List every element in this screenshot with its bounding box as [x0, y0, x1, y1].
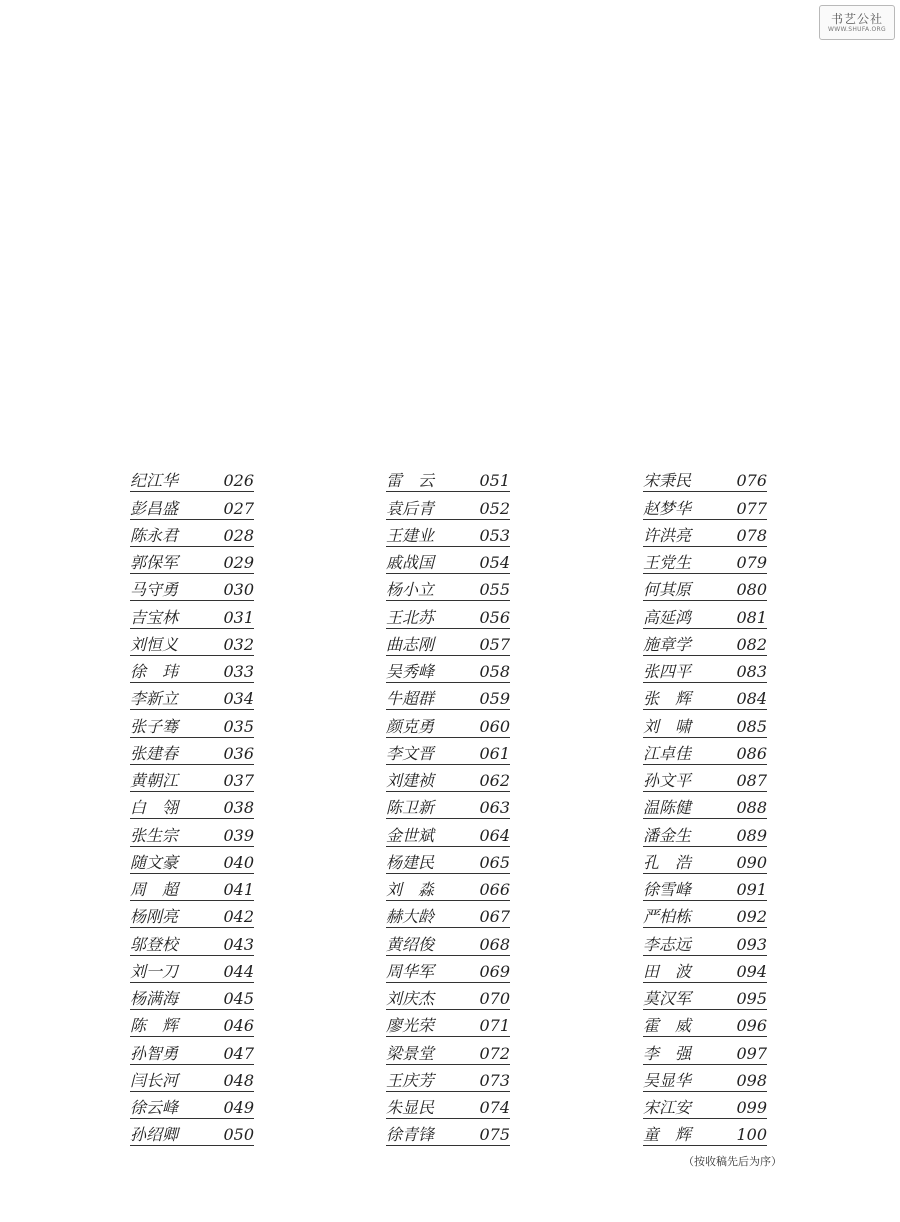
list-item	[386, 1037, 510, 1064]
list-item	[643, 1092, 767, 1119]
list-item	[130, 847, 254, 874]
author-name: 宋江安	[643, 1098, 692, 1117]
author-name: 赵梦华	[643, 498, 692, 518]
page-number: 073	[479, 1070, 510, 1090]
page-number: 099	[736, 1098, 767, 1117]
page-number: 057	[479, 634, 510, 654]
author-name: 陈卫新	[386, 798, 435, 818]
page-number: 055	[479, 580, 510, 600]
list-item	[130, 710, 254, 737]
page-number: 036	[223, 743, 254, 763]
author-name: 刘恒义	[130, 634, 179, 654]
page-number: 092	[736, 907, 767, 927]
list-item	[130, 601, 254, 628]
page-number: 032	[223, 634, 254, 654]
list-item	[386, 765, 510, 792]
page-number: 082	[736, 634, 767, 654]
author-name: 朱显民	[386, 1098, 435, 1117]
page-number: 060	[479, 716, 510, 736]
page-number: 089	[736, 825, 767, 845]
author-name: 徐云峰	[130, 1098, 179, 1117]
author-name: 李 强	[643, 1043, 692, 1063]
list-item	[643, 874, 767, 901]
author-name: 杨小立	[386, 580, 435, 600]
page-number: 072	[479, 1043, 510, 1063]
list-item	[386, 983, 510, 1010]
author-name: 王庆芳	[386, 1070, 435, 1090]
author-name: 许洪亮	[643, 525, 692, 545]
page-number: 026	[223, 471, 254, 491]
page-number: 064	[479, 825, 510, 845]
author-name: 徐 玮	[130, 662, 179, 681]
list-item	[643, 629, 767, 656]
list-item	[386, 656, 510, 683]
page-number: 086	[736, 743, 767, 763]
list-item	[386, 547, 510, 574]
list-item	[643, 847, 767, 874]
list-item	[643, 901, 767, 928]
list-item	[130, 1037, 254, 1064]
author-name: 吴秀峰	[386, 662, 435, 681]
list-item	[643, 710, 767, 737]
list-item	[386, 874, 510, 901]
author-name: 牛超群	[386, 689, 435, 709]
page-number: 085	[736, 716, 767, 736]
page-number: 088	[736, 798, 767, 818]
page-number: 053	[479, 525, 510, 545]
page-number: 059	[479, 689, 510, 709]
list-item	[130, 465, 254, 492]
list-item	[643, 520, 767, 547]
list-item	[130, 1092, 254, 1119]
author-name: 颜克勇	[386, 716, 435, 736]
page-number: 034	[223, 689, 254, 709]
author-name: 孙文平	[643, 771, 692, 790]
page-number: 031	[223, 607, 254, 627]
author-name: 袁后青	[386, 498, 435, 518]
list-item	[130, 520, 254, 547]
page-number: 100	[736, 1125, 767, 1145]
author-name: 赫大龄	[386, 907, 435, 927]
list-item	[130, 983, 254, 1010]
page-number: 051	[479, 471, 510, 491]
author-name: 严柏栋	[643, 907, 692, 927]
author-name: 刘一刀	[130, 961, 179, 981]
list-item	[130, 928, 254, 955]
list-item	[643, 547, 767, 574]
list-item	[130, 765, 254, 792]
author-name: 杨建民	[386, 852, 435, 872]
author-name: 李志远	[643, 934, 692, 954]
author-name: 霍 威	[643, 1016, 692, 1036]
page-number: 033	[223, 662, 254, 681]
author-name: 彭昌盛	[130, 498, 179, 518]
author-name: 李文晋	[386, 743, 435, 763]
author-name: 施章学	[643, 634, 692, 654]
site-watermark-logo	[819, 5, 895, 40]
page-number: 070	[479, 989, 510, 1008]
page-number: 045	[223, 989, 254, 1008]
page-number: 066	[479, 880, 510, 899]
author-name: 白 翎	[130, 798, 179, 818]
page-number: 062	[479, 771, 510, 790]
list-item	[386, 956, 510, 983]
page-number: 095	[736, 989, 767, 1008]
page-number: 074	[479, 1098, 510, 1117]
page-number: 058	[479, 662, 510, 681]
list-item	[386, 901, 510, 928]
page-number: 090	[736, 852, 767, 872]
author-name: 温陈健	[643, 798, 692, 818]
page-number: 039	[223, 825, 254, 845]
author-name: 童 辉	[643, 1125, 692, 1145]
list-item	[643, 956, 767, 983]
list-item	[643, 819, 767, 846]
page-number: 028	[223, 525, 254, 545]
list-item	[643, 1037, 767, 1064]
list-item	[386, 465, 510, 492]
author-name: 江卓佳	[643, 743, 692, 763]
list-item	[386, 819, 510, 846]
page-number: 087	[736, 771, 767, 790]
author-name: 王党生	[643, 553, 692, 572]
list-item	[643, 656, 767, 683]
author-name: 廖光荣	[386, 1016, 435, 1036]
author-name: 陈 辉	[130, 1016, 179, 1036]
author-name: 张生宗	[130, 825, 179, 845]
author-name: 张子骞	[130, 716, 179, 736]
page-number: 038	[223, 798, 254, 818]
name-list-column-2	[386, 465, 510, 1146]
list-item	[130, 738, 254, 765]
page-number: 044	[223, 961, 254, 981]
watermark-url: WWW.SHUFA.ORG	[828, 25, 886, 33]
list-item	[130, 1065, 254, 1092]
author-name: 曲志刚	[386, 634, 435, 654]
author-name: 吴显华	[643, 1070, 692, 1090]
page-number: 071	[479, 1016, 510, 1036]
list-item	[643, 1010, 767, 1037]
list-item	[643, 601, 767, 628]
list-item	[130, 492, 254, 519]
author-name: 刘 啸	[643, 716, 692, 736]
list-item	[130, 574, 254, 601]
list-item	[386, 738, 510, 765]
page-number: 068	[479, 934, 510, 954]
page-number: 050	[223, 1125, 254, 1145]
list-item	[386, 1092, 510, 1119]
list-item	[643, 683, 767, 710]
list-item	[130, 683, 254, 710]
list-item	[130, 901, 254, 928]
author-name: 徐雪峰	[643, 880, 692, 899]
list-item	[386, 1010, 510, 1037]
author-name: 李新立	[130, 689, 179, 709]
list-item	[386, 683, 510, 710]
page-number: 084	[736, 689, 767, 709]
list-item	[386, 601, 510, 628]
author-name: 吉宝林	[130, 607, 179, 627]
list-item	[643, 1065, 767, 1092]
page-number: 075	[479, 1125, 510, 1145]
list-item	[643, 574, 767, 601]
author-name: 周华军	[386, 961, 435, 981]
page-number: 096	[736, 1016, 767, 1036]
author-name: 田 波	[643, 961, 692, 981]
author-name: 郭保军	[130, 553, 179, 572]
list-item	[130, 656, 254, 683]
list-item	[130, 874, 254, 901]
page-number: 098	[736, 1070, 767, 1090]
author-name: 王建业	[386, 525, 435, 545]
page-number: 069	[479, 961, 510, 981]
author-name: 刘建祯	[386, 771, 435, 790]
author-name: 纪江华	[130, 471, 179, 491]
author-name: 邬登校	[130, 934, 179, 954]
author-name: 雷 云	[386, 471, 435, 491]
list-item	[643, 1119, 767, 1146]
page-number: 080	[736, 580, 767, 600]
author-name: 宋秉民	[643, 471, 692, 491]
author-name: 梁景堂	[386, 1043, 435, 1063]
page-number: 035	[223, 716, 254, 736]
author-name: 潘金生	[643, 825, 692, 845]
author-name: 张四平	[643, 662, 692, 681]
list-item	[130, 547, 254, 574]
list-item	[130, 819, 254, 846]
list-item	[130, 1119, 254, 1146]
page-number: 094	[736, 961, 767, 981]
list-item	[643, 492, 767, 519]
page-number: 061	[479, 743, 510, 763]
list-item	[643, 983, 767, 1010]
author-name: 孙绍卿	[130, 1125, 179, 1145]
author-name: 随文豪	[130, 852, 179, 872]
page-number: 078	[736, 525, 767, 545]
page-number: 093	[736, 934, 767, 954]
author-name: 周 超	[130, 880, 179, 899]
page-number: 043	[223, 934, 254, 954]
author-name: 张 辉	[643, 689, 692, 709]
page-number: 042	[223, 907, 254, 927]
list-item	[386, 792, 510, 819]
page-number: 091	[736, 880, 767, 899]
watermark-title: 书艺公社	[830, 11, 883, 26]
page-number: 054	[479, 553, 510, 572]
author-name: 戚战国	[386, 553, 435, 572]
page-number: 040	[223, 852, 254, 872]
page-number: 097	[736, 1043, 767, 1063]
list-item	[386, 847, 510, 874]
author-name: 孔 浩	[643, 852, 692, 872]
author-name: 杨刚亮	[130, 907, 179, 927]
author-name: 莫汉军	[643, 989, 692, 1008]
list-item	[130, 629, 254, 656]
list-item	[643, 765, 767, 792]
page-number: 049	[223, 1098, 254, 1117]
order-footnote: （按收稿先后为序）	[683, 1155, 782, 1168]
page-number: 048	[223, 1070, 254, 1090]
page-number: 077	[736, 498, 767, 518]
author-name: 徐青锋	[386, 1125, 435, 1145]
list-item	[130, 1010, 254, 1037]
author-name: 张建春	[130, 743, 179, 763]
page-number: 030	[223, 580, 254, 600]
page-number: 037	[223, 771, 254, 790]
author-name: 杨满海	[130, 989, 179, 1008]
list-item	[386, 928, 510, 955]
author-name: 闫长河	[130, 1070, 179, 1090]
page-number: 041	[223, 880, 254, 899]
page-number: 081	[736, 607, 767, 627]
author-name: 刘庆杰	[386, 989, 435, 1008]
page-number: 063	[479, 798, 510, 818]
list-item	[643, 465, 767, 492]
page-number: 046	[223, 1016, 254, 1036]
list-item	[386, 492, 510, 519]
author-name: 刘 淼	[386, 880, 435, 899]
page-number: 029	[223, 553, 254, 572]
author-name: 高延鸿	[643, 607, 692, 627]
list-item	[643, 792, 767, 819]
author-name: 马守勇	[130, 580, 179, 600]
list-item	[130, 956, 254, 983]
list-item	[643, 928, 767, 955]
page-number: 052	[479, 498, 510, 518]
page-number: 076	[736, 471, 767, 491]
list-item	[386, 574, 510, 601]
name-list-column-3	[643, 465, 767, 1146]
author-name: 黄朝江	[130, 771, 179, 790]
list-item	[130, 792, 254, 819]
author-name: 王北苏	[386, 607, 435, 627]
author-name: 陈永君	[130, 525, 179, 545]
name-list-column-1	[130, 465, 254, 1146]
page-number: 056	[479, 607, 510, 627]
author-name: 孙智勇	[130, 1043, 179, 1063]
page-number: 067	[479, 907, 510, 927]
list-item	[386, 1065, 510, 1092]
author-name: 何其原	[643, 580, 692, 600]
page-number: 065	[479, 852, 510, 872]
list-item	[386, 520, 510, 547]
author-name: 黄绍俊	[386, 934, 435, 954]
author-name: 金世斌	[386, 825, 435, 845]
page-number: 079	[736, 553, 767, 572]
list-item	[386, 710, 510, 737]
list-item	[643, 738, 767, 765]
list-item	[386, 1119, 510, 1146]
page-number: 027	[223, 498, 254, 518]
page-number: 083	[736, 662, 767, 681]
list-item	[386, 629, 510, 656]
page-number: 047	[223, 1043, 254, 1063]
